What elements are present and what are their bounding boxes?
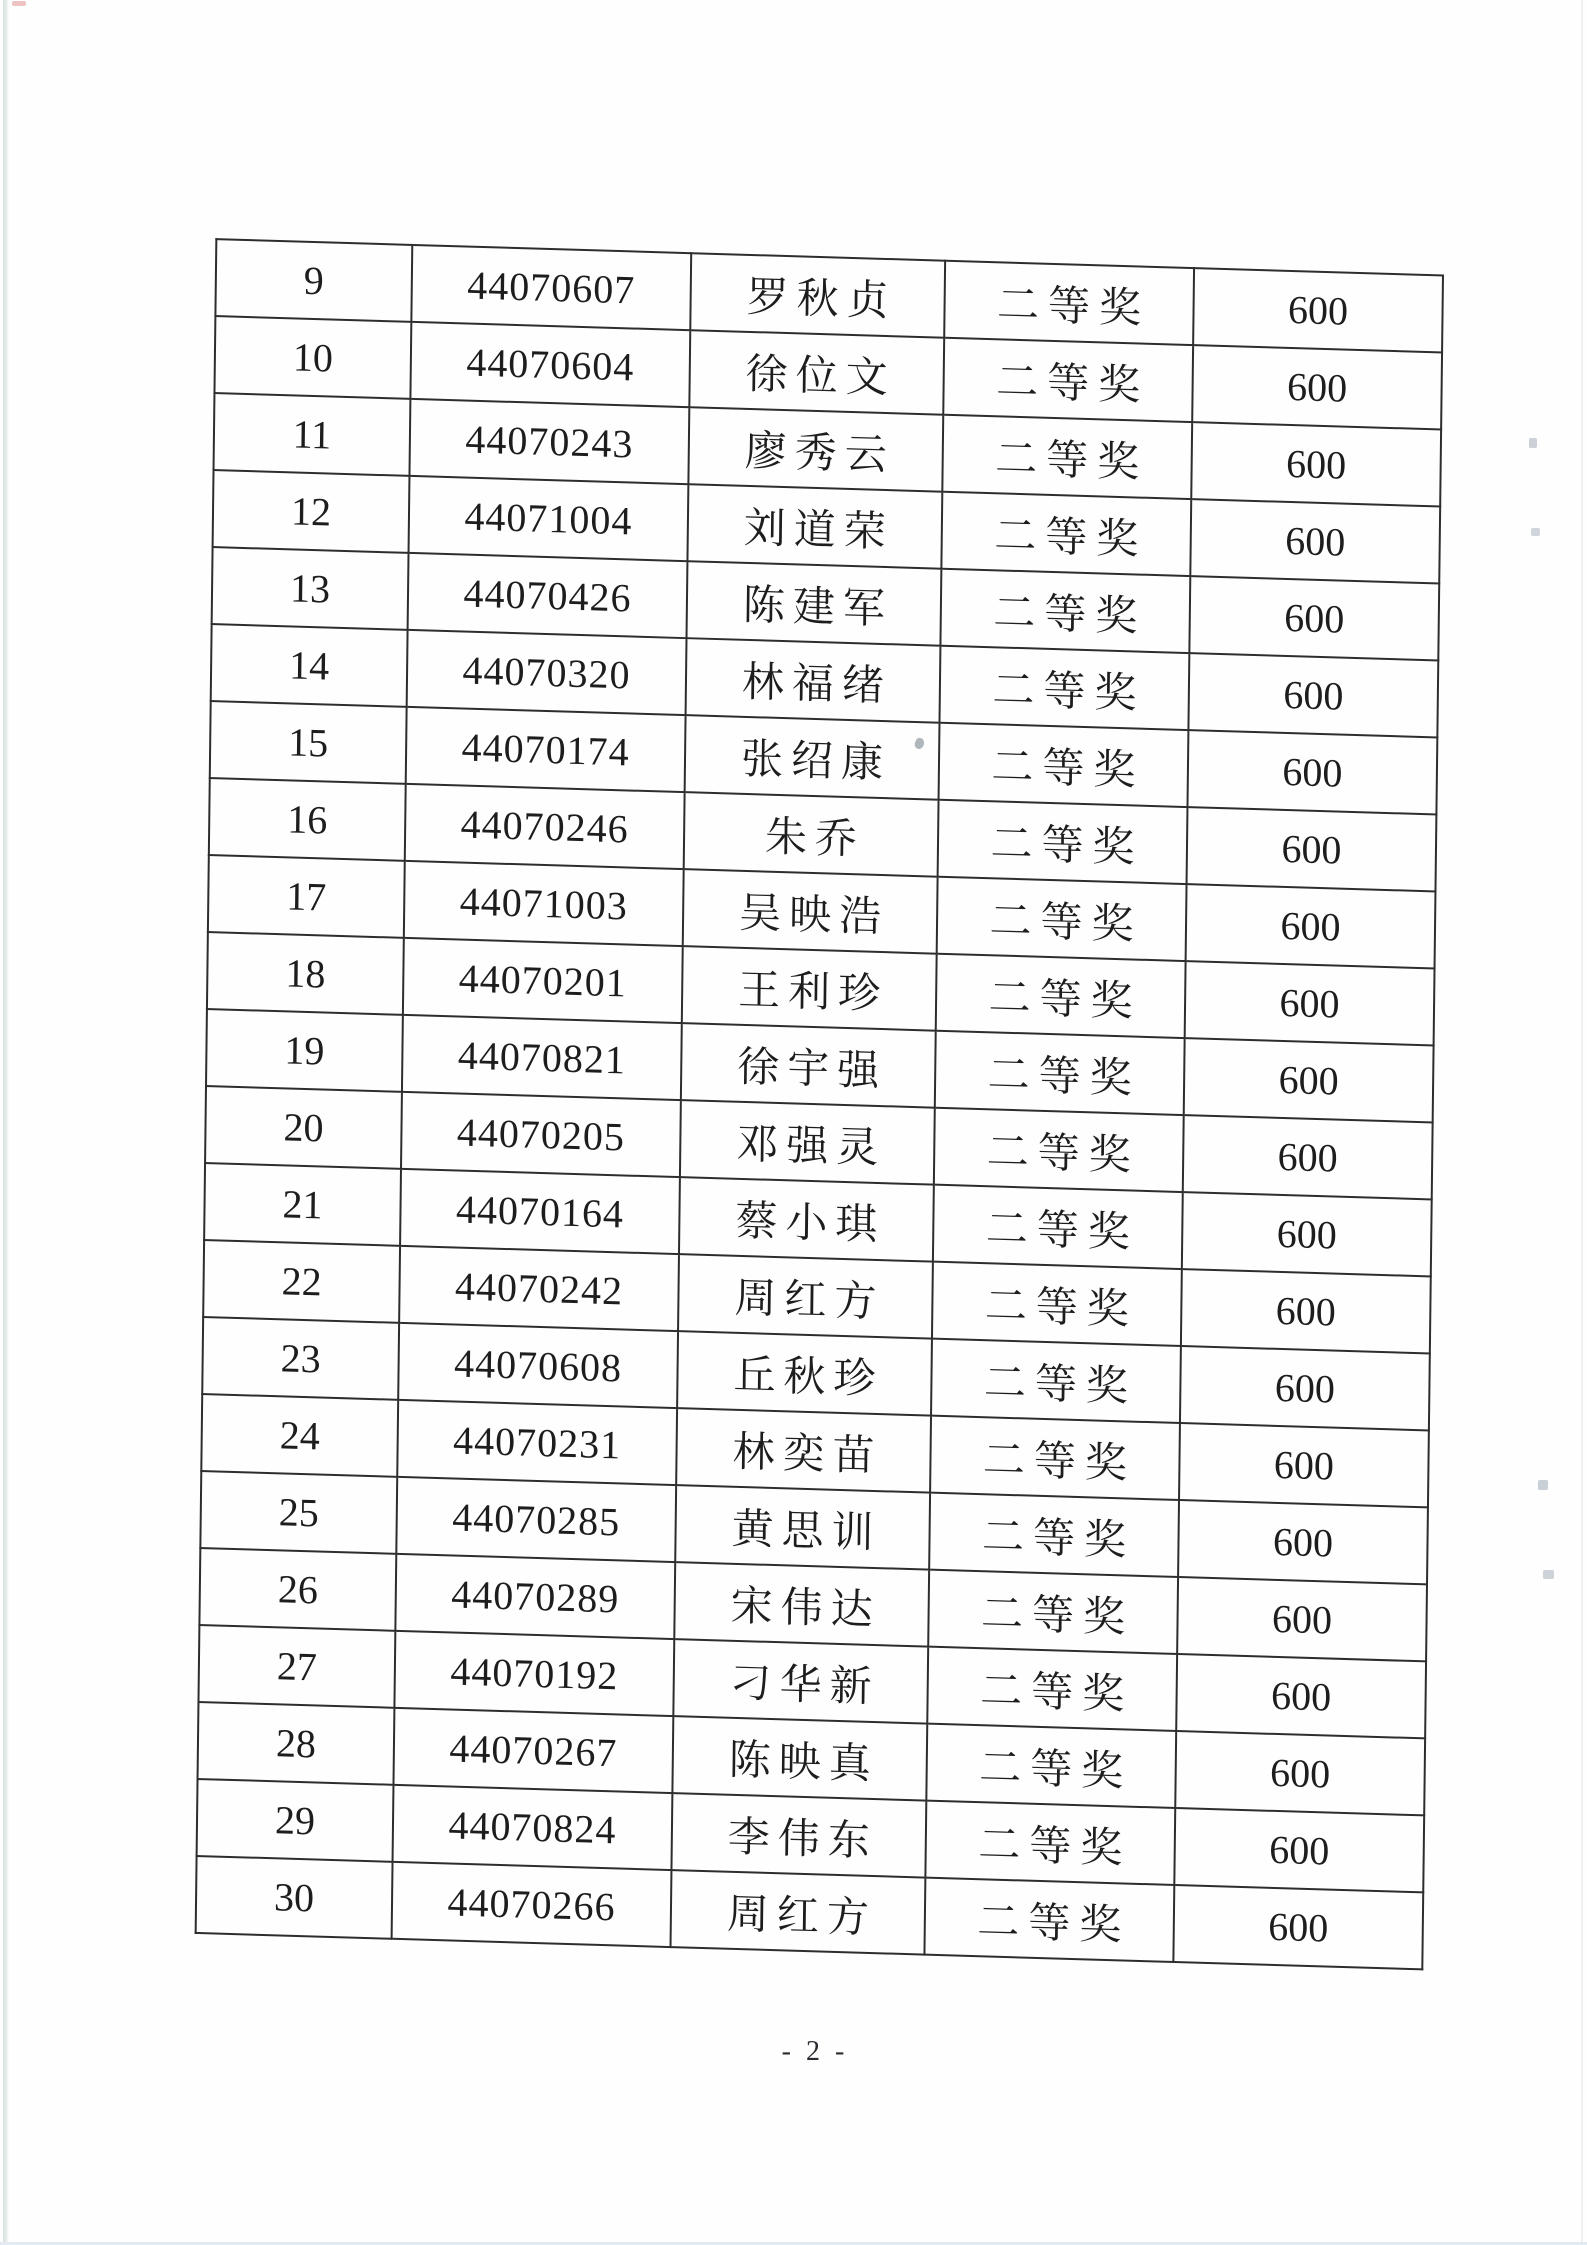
award-table xyxy=(195,238,1444,1970)
candidate-id-cell: 44070201 xyxy=(403,938,683,1023)
candidate-id-cell: 44070242 xyxy=(399,1246,679,1331)
row-number-cell: 14 xyxy=(211,624,408,707)
candidate-name-cell: 林福绪 xyxy=(686,638,941,723)
amount-cell: 600 xyxy=(1186,884,1436,968)
amount-cell: 600 xyxy=(1178,1500,1428,1584)
award-level-cell: 二等奖 xyxy=(938,800,1188,884)
candidate-name-cell: 周红方 xyxy=(678,1254,933,1339)
candidate-name-cell: 朱乔 xyxy=(684,792,939,877)
candidate-name-cell: 陈建军 xyxy=(687,561,942,646)
award-level-cell: 二等奖 xyxy=(930,1416,1180,1500)
row-number-cell: 19 xyxy=(206,1009,403,1092)
award-level-cell: 二等奖 xyxy=(935,1031,1185,1115)
candidate-name-cell: 邓强灵 xyxy=(680,1100,935,1185)
candidate-name-cell: 黄思训 xyxy=(675,1485,930,1570)
amount-cell: 600 xyxy=(1176,1654,1426,1738)
candidate-name-cell: 陈映真 xyxy=(672,1716,927,1801)
amount-cell: 600 xyxy=(1192,345,1442,429)
amount-cell: 600 xyxy=(1188,653,1438,737)
award-level-cell: 二等奖 xyxy=(932,1262,1182,1346)
row-number-cell: 30 xyxy=(196,1856,393,1939)
candidate-id-cell: 44070320 xyxy=(407,630,687,715)
candidate-name-cell: 王利珍 xyxy=(682,946,937,1031)
row-number-cell: 23 xyxy=(202,1317,399,1400)
amount-cell: 600 xyxy=(1191,422,1441,506)
award-level-cell: 二等奖 xyxy=(940,569,1190,653)
page-number: - 2 - xyxy=(781,2036,849,2067)
row-number-cell: 20 xyxy=(205,1086,402,1169)
row-number-cell: 25 xyxy=(200,1471,397,1554)
candidate-name-cell: 宋伟达 xyxy=(674,1562,929,1647)
amount-cell: 600 xyxy=(1185,961,1435,1045)
candidate-id-cell: 44070243 xyxy=(409,399,689,484)
candidate-id-cell: 44070246 xyxy=(405,784,685,869)
row-number-cell: 26 xyxy=(199,1548,396,1631)
row-number-cell: 16 xyxy=(209,778,406,861)
candidate-id-cell: 44070285 xyxy=(396,1477,676,1562)
award-level-cell: 二等奖 xyxy=(929,1493,1179,1577)
amount-cell: 600 xyxy=(1187,807,1437,891)
scan-speck xyxy=(1531,528,1540,536)
award-level-cell: 二等奖 xyxy=(928,1570,1178,1654)
award-level-cell: 二等奖 xyxy=(939,646,1189,730)
candidate-name-cell: 吴映浩 xyxy=(683,869,938,954)
row-number-cell: 9 xyxy=(215,239,412,322)
candidate-id-cell: 44070608 xyxy=(398,1323,678,1408)
scan-edge-left-artifact xyxy=(3,0,9,2245)
amount-cell: 600 xyxy=(1193,268,1443,352)
amount-cell: 600 xyxy=(1177,1577,1427,1661)
amount-cell: 600 xyxy=(1173,1885,1423,1969)
award-level-cell: 二等奖 xyxy=(944,261,1194,345)
award-level-cell: 二等奖 xyxy=(941,492,1191,576)
amount-cell: 600 xyxy=(1175,1731,1425,1815)
candidate-name-cell: 林奕苗 xyxy=(676,1408,931,1493)
candidate-id-cell: 44070426 xyxy=(408,553,688,638)
award-level-cell: 二等奖 xyxy=(942,415,1192,499)
scan-speck xyxy=(1538,1480,1548,1490)
row-number-cell: 12 xyxy=(213,470,410,553)
candidate-name-cell: 丘秋珍 xyxy=(677,1331,932,1416)
award-level-cell: 二等奖 xyxy=(939,723,1189,807)
candidate-name-cell: 徐位文 xyxy=(689,330,944,415)
amount-cell: 600 xyxy=(1189,576,1439,660)
row-number-cell: 29 xyxy=(197,1779,394,1862)
candidate-id-cell: 44071003 xyxy=(404,861,684,946)
candidate-name-cell: 张绍康 xyxy=(685,715,940,800)
candidate-name-cell: 蔡小琪 xyxy=(679,1177,934,1262)
row-number-cell: 13 xyxy=(212,547,409,630)
award-level-cell: 二等奖 xyxy=(933,1185,1183,1269)
candidate-name-cell: 周红方 xyxy=(671,1870,926,1955)
award-level-cell: 二等奖 xyxy=(943,338,1193,422)
row-number-cell: 27 xyxy=(198,1625,395,1708)
candidate-id-cell: 44071004 xyxy=(409,476,689,561)
award-level-cell: 二等奖 xyxy=(937,877,1187,961)
award-level-cell: 二等奖 xyxy=(931,1339,1181,1423)
candidate-id-cell: 44070266 xyxy=(392,1862,672,1947)
amount-cell: 600 xyxy=(1190,499,1440,583)
amount-cell: 600 xyxy=(1174,1808,1424,1892)
row-number-cell: 15 xyxy=(210,701,407,784)
candidate-name-cell: 刁华新 xyxy=(673,1639,928,1724)
award-level-cell: 二等奖 xyxy=(925,1801,1175,1885)
row-number-cell: 10 xyxy=(214,316,411,399)
award-level-cell: 二等奖 xyxy=(927,1647,1177,1731)
candidate-id-cell: 44070289 xyxy=(395,1554,675,1639)
candidate-id-cell: 44070164 xyxy=(400,1169,680,1254)
candidate-id-cell: 44070205 xyxy=(401,1092,681,1177)
award-level-cell: 二等奖 xyxy=(924,1878,1174,1962)
candidate-id-cell: 44070604 xyxy=(410,322,690,407)
row-number-cell: 17 xyxy=(208,855,405,938)
row-number-cell: 11 xyxy=(214,393,411,476)
scan-speck xyxy=(1529,438,1537,448)
candidate-name-cell: 刘道荣 xyxy=(687,484,942,569)
award-level-cell: 二等奖 xyxy=(926,1724,1176,1808)
award-level-cell: 二等奖 xyxy=(934,1108,1184,1192)
scan-speck xyxy=(12,1,26,6)
amount-cell: 600 xyxy=(1182,1192,1432,1276)
amount-cell: 600 xyxy=(1183,1115,1433,1199)
amount-cell: 600 xyxy=(1181,1269,1431,1353)
candidate-id-cell: 44070821 xyxy=(402,1015,682,1100)
amount-cell: 600 xyxy=(1180,1346,1430,1430)
candidate-name-cell: 罗秋贞 xyxy=(690,253,945,338)
row-number-cell: 18 xyxy=(207,932,404,1015)
candidate-id-cell: 44070824 xyxy=(393,1785,673,1870)
candidate-name-cell: 廖秀云 xyxy=(688,407,943,492)
award-list-table xyxy=(195,238,1434,1970)
candidate-name-cell: 徐宇强 xyxy=(681,1023,936,1108)
row-number-cell: 28 xyxy=(198,1702,395,1785)
scan-edge-right-artifact xyxy=(1581,0,1583,2245)
candidate-id-cell: 44070607 xyxy=(411,245,691,330)
scan-speck xyxy=(1543,1570,1554,1579)
row-number-cell: 22 xyxy=(203,1240,400,1323)
row-number-cell: 24 xyxy=(201,1394,398,1477)
candidate-id-cell: 44070267 xyxy=(393,1708,673,1793)
amount-cell: 600 xyxy=(1184,1038,1434,1122)
row-number-cell: 21 xyxy=(204,1163,401,1246)
amount-cell: 600 xyxy=(1187,730,1437,814)
award-table-body xyxy=(196,239,1443,1969)
candidate-id-cell: 44070192 xyxy=(394,1631,674,1716)
candidate-id-cell: 44070174 xyxy=(406,707,686,792)
award-level-cell: 二等奖 xyxy=(936,954,1186,1038)
candidate-id-cell: 44070231 xyxy=(397,1400,677,1485)
candidate-name-cell: 李伟东 xyxy=(671,1793,926,1878)
amount-cell: 600 xyxy=(1179,1423,1429,1507)
